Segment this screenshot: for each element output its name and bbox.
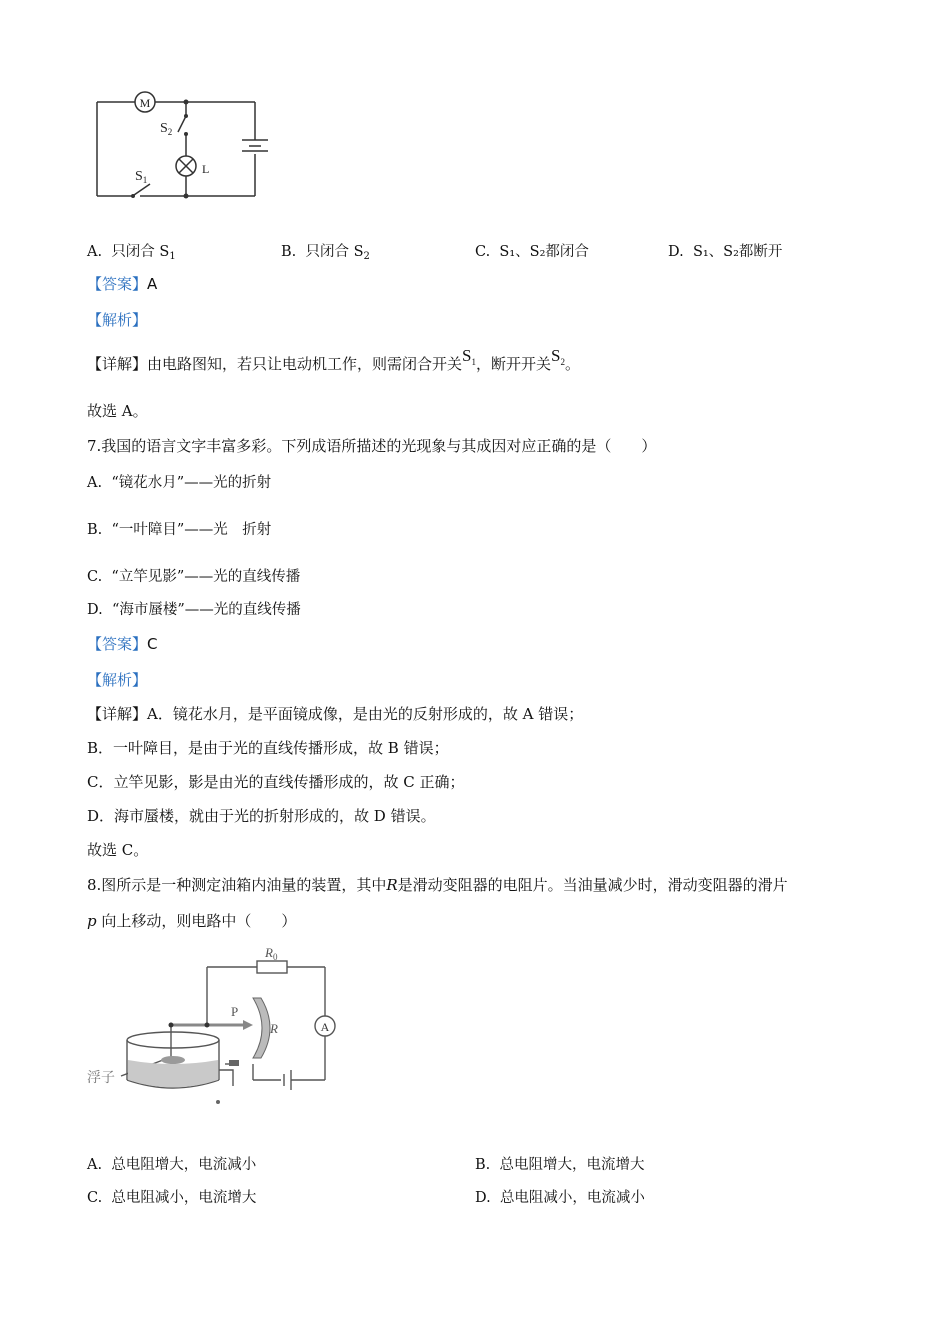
q8-option-c[interactable]: C. 总电阻减小，电流增大: [87, 1190, 257, 1206]
switch-s2-label: $S_2$: [160, 121, 173, 137]
float-symbol: [161, 1056, 185, 1064]
q7-detail-line-1: 【详解】A．镜花水月，是平面镜成像，是由光的反射形成的，故 A 错误；: [87, 705, 584, 723]
q7-option-c[interactable]: C. “立竿见影”——光的直线传播: [87, 569, 301, 585]
q6-option-b[interactable]: B. 只闭合 $S_2$: [281, 244, 370, 262]
rheostat-r-label: R: [270, 1021, 278, 1036]
q7-answer: 【答案】C: [87, 635, 158, 653]
rheostat-r-symbol: [253, 998, 270, 1058]
q8-option-b[interactable]: B. 总电阻增大，电流增大: [475, 1157, 645, 1173]
q7-option-d[interactable]: D. “海市蜃楼”——光的直线传播: [87, 602, 301, 618]
q8-stem-line-2: p 向上移动，则电路中（ ）: [87, 912, 297, 930]
q6-conclusion: 故选 A。: [87, 402, 148, 420]
q7-detail-line-2: B．一叶障目，是由于光的直线传播形成，故 B 错误；: [87, 739, 449, 757]
q7-option-b[interactable]: B. “一叶障目”——光 折射: [87, 522, 272, 538]
q6-detail: 【详解】由电路图知，若只让电动机工作，则需闭合开关$S_1$，断开开关$S_2$。: [87, 346, 580, 373]
answer-tag: 【答案】: [87, 275, 148, 293]
lamp-label: L: [202, 162, 210, 176]
q7-detail-line-3: C．立竿见影，影是由光的直线传播形成的，故 C 正确；: [87, 773, 465, 791]
q6-answer: 【答案】A: [87, 275, 158, 293]
q6-option-a[interactable]: A. 只闭合 $S_1$: [87, 244, 176, 262]
q7-analysis-tag: 【解析】: [87, 671, 148, 689]
q7-detail-line-4: D．海市蜃楼，就由于光的折射形成的，故 D 错误。: [87, 807, 436, 825]
answer-tag: 【答案】: [87, 635, 148, 653]
ammeter-label: A: [320, 1020, 330, 1034]
resistor-r0-symbol: [257, 961, 287, 973]
q7-option-a[interactable]: A. “镜花水月”——光的折射: [87, 475, 272, 491]
r0-label: $R_0$: [265, 945, 278, 962]
switch-s1-label: $S_1$: [135, 169, 148, 185]
float-label: 浮子: [87, 1070, 115, 1086]
q6-analysis-tag: 【解析】: [87, 311, 148, 329]
q8-stem-line-1: 8.图所示是一种测定油箱内油量的装置，其中R是滑动变阻器的电阻片。当油量减少时，滑动变阻器的滑片: [87, 876, 788, 894]
circuit-diagram-motor-lamp: [90, 88, 280, 203]
q6-option-d[interactable]: D. S₁、S₂都断开: [668, 244, 783, 260]
q6-option-c[interactable]: C. S₁、S₂都闭合: [475, 244, 589, 260]
q8-option-a[interactable]: A. 总电阻增大，电流减小: [87, 1157, 257, 1173]
q7-stem: 7.我国的语言文字丰富多彩。下列成语所描述的光现象与其成因对应正确的是（ ）: [87, 437, 657, 455]
q8-option-d[interactable]: D. 总电阻减小，电流减小: [475, 1190, 645, 1206]
slider-p-label: P: [231, 1004, 239, 1019]
q7-conclusion: 故选 C。: [87, 841, 149, 859]
motor-label: M: [139, 96, 151, 110]
oil-tank-circuit-figure: [85, 942, 345, 1114]
